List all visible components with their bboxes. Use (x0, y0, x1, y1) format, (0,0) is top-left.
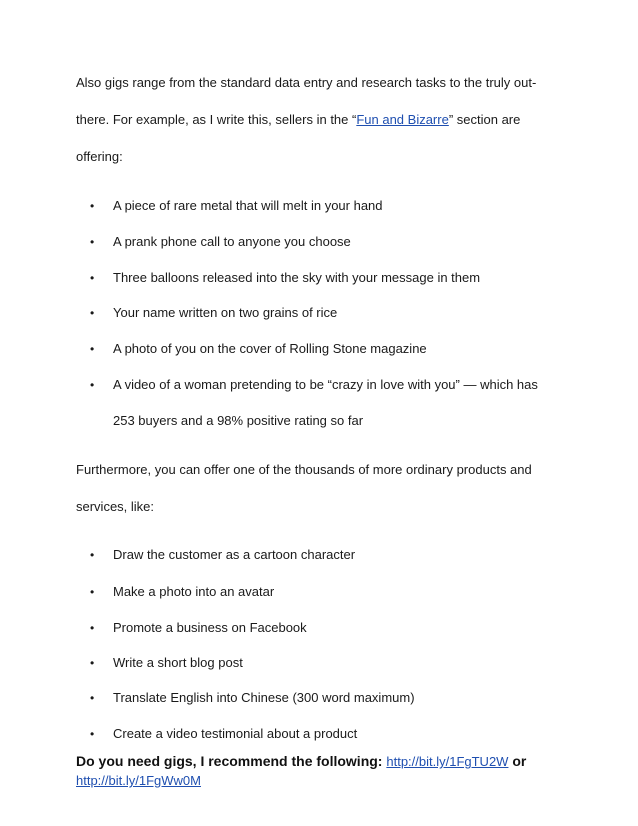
list-item-text: Translate English into Chinese (300 word maximum) (113, 690, 415, 705)
list-item-text: A prank phone call to anyone you choose (113, 234, 351, 249)
bullet-icon: • (90, 378, 95, 392)
intro-line-2-after: ” section are (448, 112, 521, 127)
footer-connector: or (508, 753, 527, 769)
footer-link-2[interactable]: http://bit.ly/1FgWw0M (76, 773, 201, 788)
bullet-icon: • (90, 656, 95, 670)
bullet-icon: • (90, 727, 95, 741)
list-item-text: Three balloons released into the sky with your message in them (113, 270, 481, 285)
bullet-icon: • (90, 548, 95, 562)
bullet-icon: • (90, 235, 95, 249)
bullet-icon: • (90, 691, 95, 705)
footer-recommendation-line-2 (76, 771, 201, 790)
bullet-icon: • (90, 621, 95, 635)
bullet-icon: • (90, 585, 95, 599)
list-item-text: A piece of rare metal that will melt in your hand (113, 198, 383, 213)
list-item-text: Draw the customer as a cartoon character (113, 547, 356, 562)
list-item-text: A video of a woman pretending to be “crazy in love with you” — which has (113, 377, 538, 392)
list-item-text: Your name written on two grains of rice (113, 305, 338, 320)
bullet-icon: • (90, 271, 95, 285)
bullet-icon: • (90, 342, 95, 356)
list-item-text: Make a photo into an avatar (113, 584, 275, 599)
list-item-text: Promote a business on Facebook (113, 620, 307, 635)
intro-line-1: Also gigs range from the standard data entry and research tasks to the truly out- (76, 75, 537, 90)
intro-line-2-before: there. For example, as I write this, sellers in the “ (76, 112, 357, 127)
footer-recommendation (76, 752, 526, 771)
middle-line-1: Furthermore, you can offer one of the thousands of more ordinary products and (76, 462, 532, 477)
list-item-text: Create a video testimonial about a product (113, 726, 358, 741)
intro-line-3: offering: (76, 149, 123, 164)
footer-link-1[interactable]: http://bit.ly/1FgTU2W (386, 754, 509, 769)
intro-line-2 (76, 112, 566, 128)
list-item-text: Write a short blog post (113, 655, 243, 670)
list-item-text: A photo of you on the cover of Rolling Stone magazine (113, 341, 427, 356)
footer-lead: Do you need gigs, I recommend the following: (76, 753, 387, 769)
fun-and-bizarre-link[interactable]: Fun and Bizarre (356, 112, 449, 127)
bullet-icon: • (90, 199, 95, 213)
bullet-icon: • (90, 306, 95, 320)
middle-line-2: services, like: (76, 499, 155, 514)
list-item-continuation-text: 253 buyers and a 98% positive rating so far (113, 413, 364, 428)
